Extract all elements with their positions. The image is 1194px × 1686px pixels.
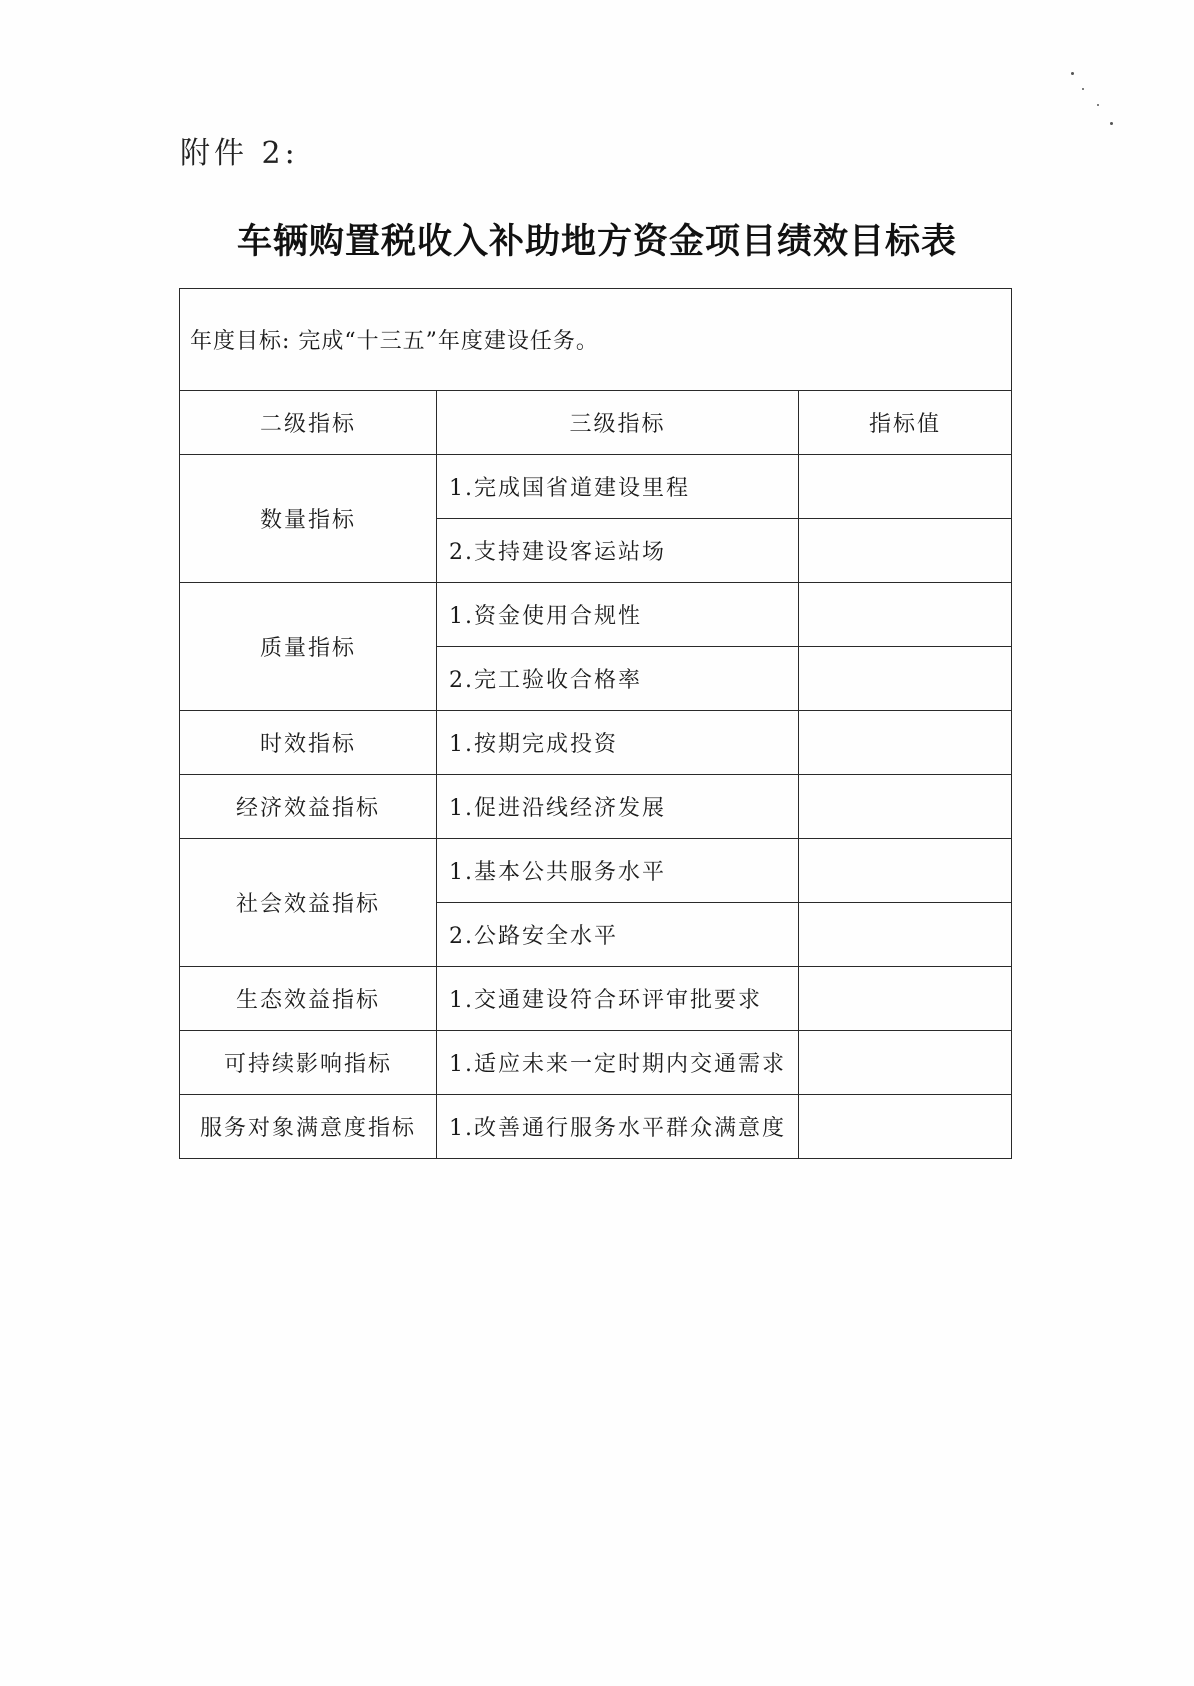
level2-indicator-cell: 社会效益指标 bbox=[180, 839, 437, 967]
indicator-value-cell bbox=[799, 839, 1012, 903]
level3-indicator-cell: 2.完工验收合格率 bbox=[437, 647, 799, 711]
table-row bbox=[180, 711, 1012, 775]
level3-indicator-cell: 1.按期完成投资 bbox=[437, 711, 799, 775]
header-level3: 三级指标 bbox=[437, 391, 799, 455]
level3-indicator-cell: 1.交通建设符合环评审批要求 bbox=[437, 967, 799, 1031]
level3-indicator-cell: 1.基本公共服务水平 bbox=[437, 839, 799, 903]
header-row bbox=[180, 391, 1012, 455]
scan-speck bbox=[1097, 104, 1099, 106]
level3-indicator-cell: 2.支持建设客运站场 bbox=[437, 519, 799, 583]
indicator-value-cell bbox=[799, 1031, 1012, 1095]
scan-speck bbox=[1110, 122, 1113, 125]
table-row bbox=[180, 775, 1012, 839]
indicator-value-cell bbox=[799, 1095, 1012, 1159]
indicator-value-cell bbox=[799, 647, 1012, 711]
table-row bbox=[180, 455, 1012, 519]
level2-indicator-cell: 可持续影响指标 bbox=[180, 1031, 437, 1095]
annual-goal-cell: 年度目标: 完成“十三五”年度建设任务。 bbox=[180, 289, 1012, 391]
indicator-value-cell bbox=[799, 711, 1012, 775]
document-title: 车辆购置税收入补助地方资金项目绩效目标表 bbox=[236, 222, 957, 262]
header-value: 指标值 bbox=[799, 391, 1012, 455]
table-row bbox=[180, 839, 1012, 903]
level2-indicator-cell: 数量指标 bbox=[180, 455, 437, 583]
table-row bbox=[180, 967, 1012, 1031]
indicator-value-cell bbox=[799, 583, 1012, 647]
indicator-value-cell bbox=[799, 775, 1012, 839]
scan-speck bbox=[1082, 88, 1084, 90]
scan-speck bbox=[1071, 72, 1074, 75]
indicator-value-cell bbox=[799, 967, 1012, 1031]
table-row bbox=[180, 1095, 1012, 1159]
level2-indicator-cell: 服务对象满意度指标 bbox=[180, 1095, 437, 1159]
level3-indicator-cell: 1.资金使用合规性 bbox=[437, 583, 799, 647]
table-row bbox=[180, 583, 1012, 647]
annual-goal-row bbox=[180, 289, 1012, 391]
performance-target-table bbox=[179, 288, 1012, 1159]
level2-indicator-cell: 时效指标 bbox=[180, 711, 437, 775]
level2-indicator-cell: 质量指标 bbox=[180, 583, 437, 711]
level3-indicator-cell: 1.促进沿线经济发展 bbox=[437, 775, 799, 839]
indicator-value-cell bbox=[799, 455, 1012, 519]
level3-indicator-cell: 1.适应未来一定时期内交通需求 bbox=[437, 1031, 799, 1095]
header-level2: 二级指标 bbox=[180, 391, 437, 455]
table-row bbox=[180, 1031, 1012, 1095]
level2-indicator-cell: 经济效益指标 bbox=[180, 775, 437, 839]
indicator-value-cell bbox=[799, 903, 1012, 967]
indicator-value-cell bbox=[799, 519, 1012, 583]
level3-indicator-cell: 1.完成国省道建设里程 bbox=[437, 455, 799, 519]
level2-indicator-cell: 生态效益指标 bbox=[180, 967, 437, 1031]
level3-indicator-cell: 1.改善通行服务水平群众满意度 bbox=[437, 1095, 799, 1159]
attachment-label: 附件 2: bbox=[180, 136, 299, 171]
level3-indicator-cell: 2.公路安全水平 bbox=[437, 903, 799, 967]
